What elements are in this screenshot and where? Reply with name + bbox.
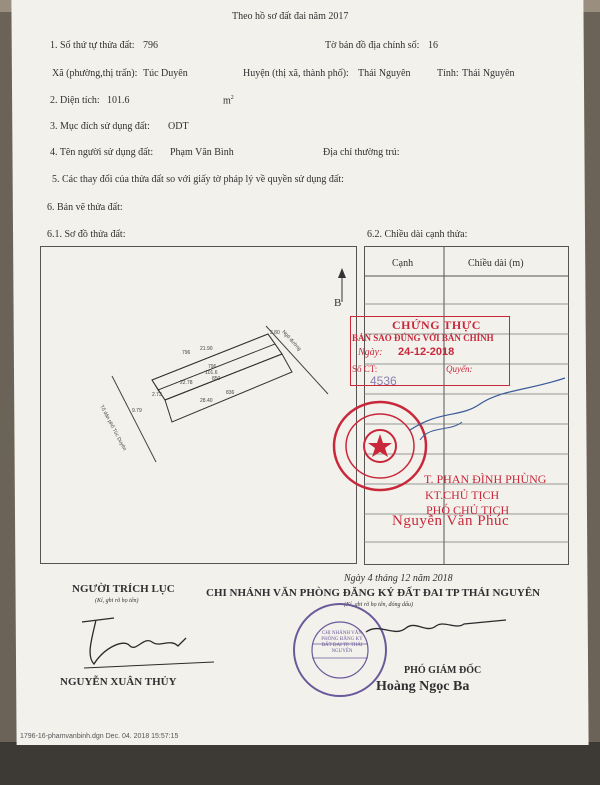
- stamp-date-value: 24-12-2018: [398, 346, 455, 358]
- table-col-length: Chiều dài (m): [468, 258, 524, 269]
- document-title: Theo hồ sơ đất đai năm 2017: [232, 11, 349, 22]
- footer-date: Ngày 4 tháng 12 năm 2018: [344, 573, 453, 584]
- road-label-left: Tổ dân phố Túc Duyên: [98, 404, 128, 452]
- print-line: 1796-16-phamvanbinh.dgn Dec. 04. 2018 15:57:15: [20, 733, 179, 740]
- plot-label: 28.40: [200, 398, 213, 404]
- commune-value: Túc Duyên: [143, 68, 188, 79]
- area-value: 101.6: [107, 95, 130, 106]
- plot-label: 101.6: [205, 370, 218, 376]
- blue-signature: [400, 370, 570, 450]
- plot-label: 21.90: [200, 346, 213, 352]
- agency-name: CHI NHÁNH VĂN PHÒNG ĐĂNG KÝ ĐẤT ĐAI TP THÁI NGUYÊN: [206, 587, 541, 599]
- edges-label: 6.2. Chiều dài cạnh thửa:: [367, 229, 468, 240]
- stamp-vice: PHÓ CHỦ TỊCH: [426, 503, 510, 517]
- plot-label: 796: [182, 350, 191, 356]
- province-value: Thái Nguyên: [462, 68, 515, 79]
- owner-value: Phạm Văn Bình: [170, 147, 234, 158]
- stamp-quyen-label: Quyển:: [446, 364, 473, 374]
- map-sheet-value: 16: [428, 40, 438, 51]
- plot-label: 850: [212, 376, 221, 382]
- district-value: Thái Nguyên: [358, 68, 411, 79]
- stamp-title: CHỨNG THỰC: [392, 318, 481, 332]
- plot-label: 796: [208, 364, 217, 370]
- agency-sub: (Kí, ghi rõ họ tên, đóng dấu): [344, 602, 413, 608]
- owner-label: 4. Tên người sử dụng đất:: [50, 147, 154, 158]
- seal-text: CHI NHÁNH VĂN PHÒNG ĐĂNG KÝ ĐẤT ĐAI TP. THÁI NGUYÊN: [321, 631, 363, 654]
- parcel-number-value: 796: [143, 40, 158, 51]
- extractor-signature: [74, 608, 224, 672]
- drawing-label: 6. Bản vẽ thửa đất:: [47, 202, 123, 213]
- stamp-ward: T. PHAN ĐÌNH PHÙNG: [424, 472, 547, 486]
- director-name: Hoàng Ngọc Ba: [376, 679, 470, 694]
- road-label-right: Ngõ đường: [280, 329, 303, 353]
- plot-label: 836: [226, 390, 235, 396]
- background-table-surface: [0, 742, 600, 785]
- purpose-value: ODT: [168, 121, 189, 132]
- changes-label: 5. Các thay đổi của thửa đất so với giấy tờ pháp lý về quyền sử dụng đất:: [52, 174, 344, 185]
- purpose-label: 3. Mục đích sử dụng đất:: [50, 121, 150, 132]
- extractor-name: NGUYỄN XUÂN THỦY: [60, 676, 177, 688]
- parcel-number-label: 1. Số thứ tự thửa đất:: [50, 40, 135, 51]
- plot-label: 3.80: [270, 330, 280, 336]
- stamp-signer: Nguyễn Văn Phúc: [392, 513, 510, 529]
- stamp-kt: KT.CHỦ TỊCH: [425, 488, 500, 502]
- plot-label: 2.73: [152, 392, 162, 398]
- extractor-sub: (Kí, ghi rõ họ tên): [95, 598, 139, 604]
- stamp-date-label: Ngày:: [358, 347, 383, 358]
- stamp-so-label: Số CT:: [352, 364, 378, 374]
- district-label: Huyện (thị xã, thành phố):: [243, 68, 349, 79]
- parcel-diagram: [40, 246, 358, 566]
- plot-label: 9.79: [132, 408, 142, 414]
- director-signature: [360, 612, 510, 652]
- table-col-edge: Cạnh: [392, 258, 414, 269]
- area-unit: $m^2$: [223, 95, 234, 107]
- north-label: B: [334, 297, 342, 309]
- stamp-line1: BẢN SAO ĐÚNG VỚI BẢN CHÍNH: [352, 333, 494, 343]
- map-sheet-label: Tờ bản đồ địa chính số:: [325, 40, 420, 51]
- plot-label: 22.78: [180, 380, 193, 386]
- commune-label: Xã (phường,thị trấn):: [52, 68, 138, 79]
- stamp-number: 4536: [370, 374, 397, 388]
- diagram-label: 6.1. Sơ đồ thửa đất:: [47, 229, 126, 240]
- province-label: Tỉnh:: [437, 68, 459, 79]
- area-label: 2. Diện tích:: [50, 95, 100, 106]
- director-title: PHÓ GIÁM ĐỐC: [404, 665, 482, 676]
- extractor-title: NGƯỜI TRÍCH LỤC: [72, 583, 175, 595]
- address-label: Địa chỉ thường trú:: [323, 147, 400, 158]
